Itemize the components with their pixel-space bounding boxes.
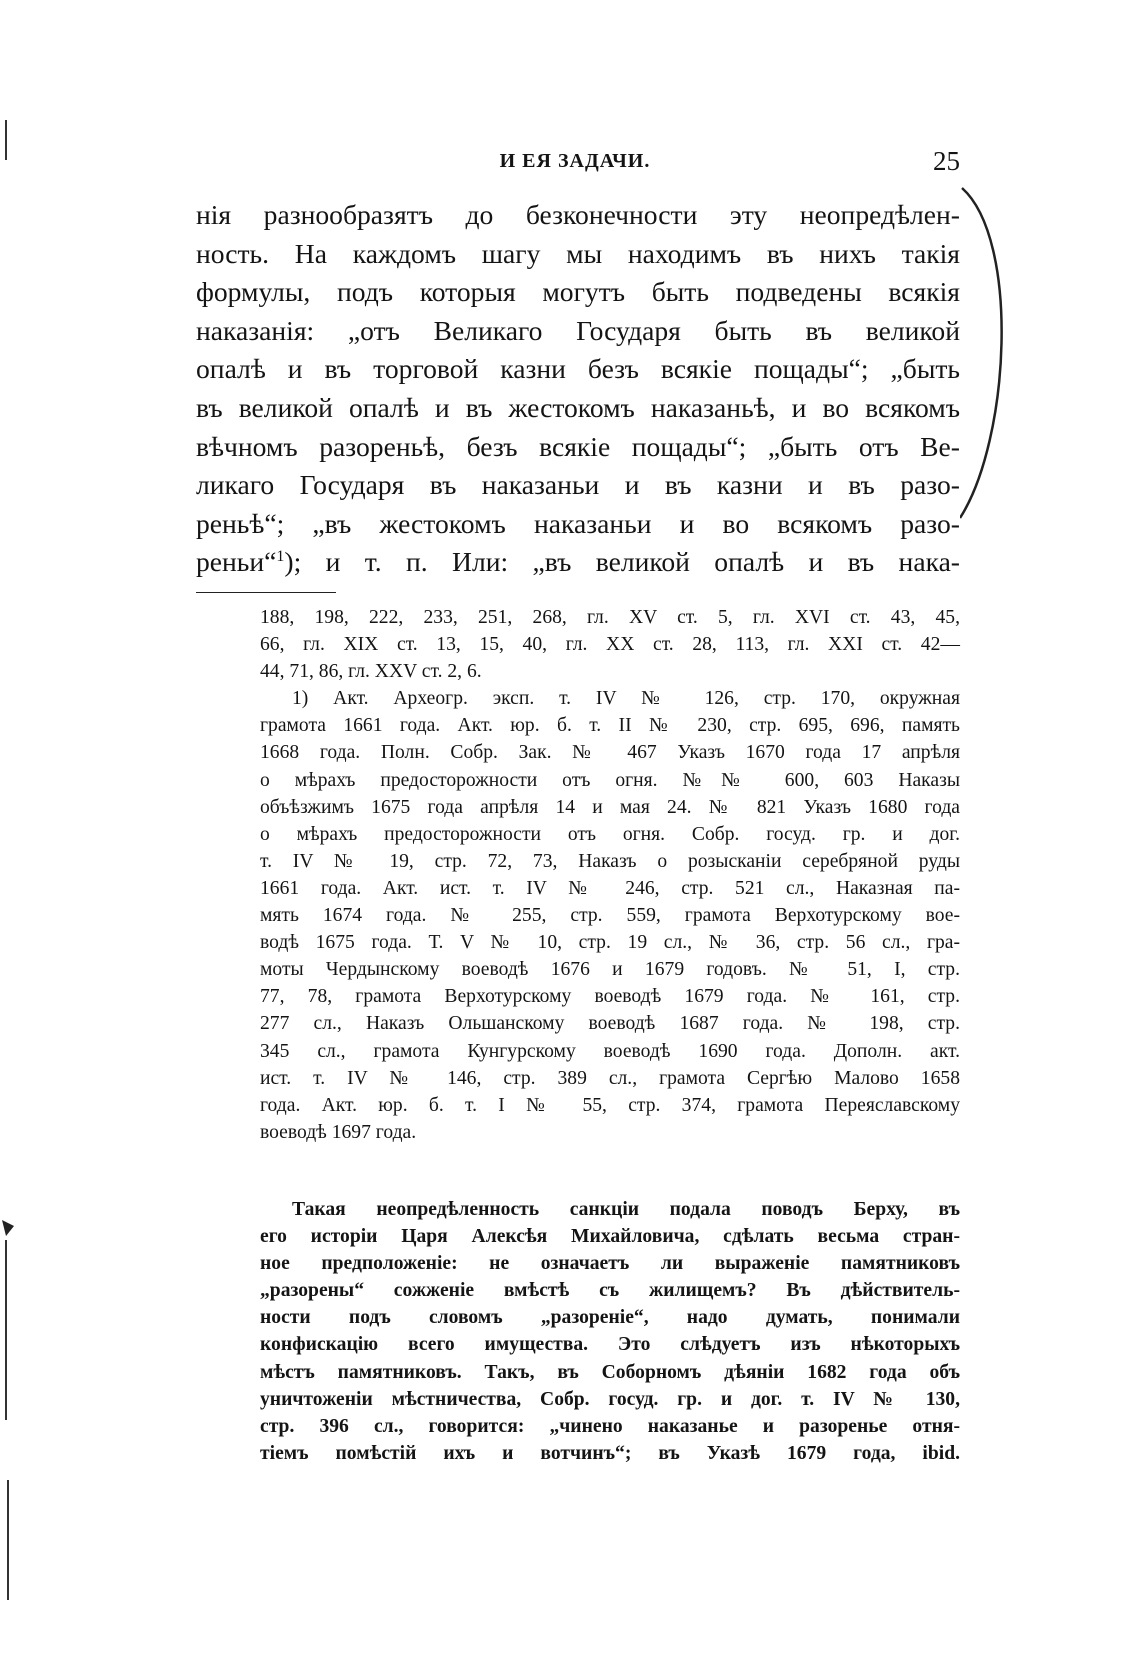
note-line: Такая неопредѣленность санкціи подала поводъ Берху, въ [292,1199,960,1220]
note-line: 1668 года. Полн. Собр. Зак. № 467 Указъ 1670 года 17 апрѣля [260,742,960,764]
note-line: моты Чердынскому воеводѣ 1676 и 1679 годовъ. № 51, I, стр. [260,959,960,981]
note-line: 44, 71, 86, гл. XXV ст. 2, 6. [260,661,482,683]
text-line-last [196,543,960,582]
note-line: о мѣрахъ предосторожности отъ огня. Собр. госуд. гр. и дог. [260,823,960,845]
text-line: опалѣ и въ торговой казни безъ всякіе пощады“; „быть [196,353,960,385]
main-text [196,196,960,582]
note-line: 188, 198, 222, 233, 251, 268, гл. XV ст. 5, гл. XVI ст. 43, 45, [260,607,960,628]
note-line: ист. т. IV № 146, стр. 389 сл., грамота Сергѣю Малово 1658 [260,1067,960,1089]
footnote-separator [196,592,336,593]
note-line: ности подъ словомъ „разореніе“, надо думать, понимали [260,1307,960,1329]
text-line: наказанія: „отъ Великаго Государя быть въ великой [196,314,960,346]
note-line: 1661 года. Акт. ист. т. IV № 246, стр. 521 сл., Наказная па- [260,877,960,899]
note-line: 345 сл., грамота Кунгурскому воеводѣ 1690 года. Дополн. акт. [260,1040,960,1062]
footnote-1-first-line [260,685,960,712]
note-line: воеводѣ 1697 года. [260,1121,417,1143]
page-number: 25 [933,146,960,176]
text-line: ность. На каждомъ шагу мы находимъ въ нихъ такія [196,237,960,269]
note-line: 66, гл. XIX ст. 13, 15, 40, гл. XX ст. 28, 113, гл. XXI ст. 42— [260,634,960,656]
handwritten-bracket-mark [960,180,1100,520]
note-line: уничтоженіи мѣстничества, Собр. госуд. гр. и дог. т. IV № 130, [260,1388,960,1410]
footnote-marker: 1) [292,688,309,710]
note-line: 77, 78, грамота Верхотурскому воеводѣ 1679 года. № 161, стр. [260,986,960,1008]
note-line: мѣстъ памятниковъ. Такъ, въ Соборномъ дѣяніи 1682 года объ [260,1361,960,1383]
text-fragment: реньи“ [196,546,277,578]
note-line: т. IV № 19, стр. 72, 73, Наказъ о розысканіи серебряной руды [260,850,960,872]
note-line: года. Акт. юр. б. т. I № 55, стр. 374, грамота Переяславскому [260,1094,960,1116]
text-line: вѣчномъ разореньѣ, безъ всякіе пощады“; „быть отъ Ве- [196,430,960,462]
continuation-paragraph [260,1196,960,1467]
note-line: объѣзжимъ 1675 года апрѣля 14 и мая 24. № 821 Указъ 1680 года [260,796,960,818]
note-line: грамота 1661 года. Акт. юр. б. т. II № 230, стр. 695, 696, память [260,715,960,737]
note-line: его исторіи Царя Алексѣя Михайловича, сдѣлать весьма стран- [260,1226,960,1248]
footnotes [260,604,960,1146]
note-line: стр. 396 сл., говорится: „чинено наказанье и разоренье отня- [260,1415,960,1437]
page-header [190,146,960,184]
note-text: Акт. Археогр. эксп. т. IV № 126, стр. 170, окружная [333,688,960,710]
note-line: конфискацію всего имущества. Это слѣдуетъ изъ нѣкоторыхъ [260,1334,960,1356]
text-line: нія разнообразятъ до безконечности эту неопредѣлен- [196,199,960,230]
running-title: И ЕЯ ЗАДАЧИ. [499,150,651,172]
text-line: ликаго Государя въ наказаньи и въ казни и въ разо- [196,469,960,501]
text-line: формулы, подъ которыя могутъ быть подведены всякія [196,276,960,308]
note-line: водѣ 1675 года. Т. V № 10, стр. 19 сл., № 36, стр. 56 сл., гра- [260,932,960,954]
note-line: о мѣрахъ предосторожности отъ огня. №№ 600, 603 Наказы [260,769,960,791]
scan-edge-marks [0,120,20,1600]
text-fragment: ); и т. п. Или: „въ великой опалѣ и въ нака- [284,546,960,578]
text-line: реньѣ“; „въ жестокомъ наказаньи и во всякомъ разо- [196,507,960,539]
note-line: мять 1674 года. № 255, стр. 559, грамота Верхотурскому вое- [260,905,960,927]
note-line: тіемъ помѣстій ихъ и вотчинъ“; въ Указѣ 1679 года, ibid. [260,1442,960,1464]
note-line: 277 сл., Наказъ Ольшанскому воеводѣ 1687 года. № 198, стр. [260,1013,960,1035]
text-line: въ великой опалѣ и въ жестокомъ наказаньѣ, и во всякомъ [196,391,960,423]
note-line: „разорены“ сожженіе вмѣстѣ съ жилищемъ? Въ дѣйствитель- [260,1280,960,1302]
footnote-reference: 1 [276,548,285,566]
note-line: ное предположеніе: не означаетъ ли выраженіе памятниковъ [260,1253,960,1275]
